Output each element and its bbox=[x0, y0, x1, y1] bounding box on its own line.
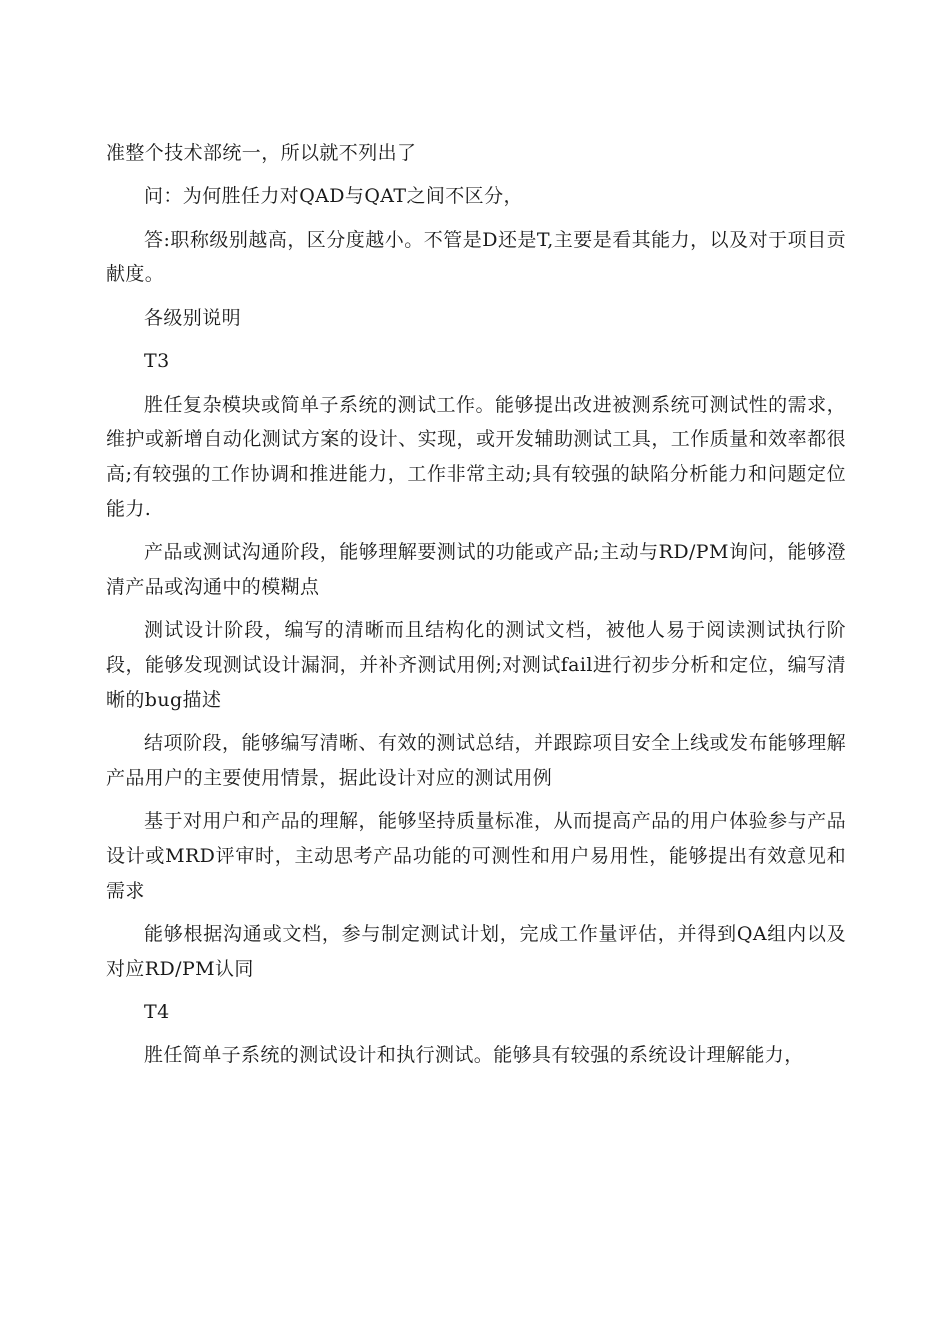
section-heading-levels: 各级别说明 bbox=[144, 306, 242, 329]
paragraph-communication-stage: 产品或测试沟通阶段，能够理解要测试的功能或产品;主动与RD/PM询问，能够澄清产品或沟通中的模糊点 bbox=[106, 541, 846, 598]
paragraph-t4-description: 胜任简单子系统的测试设计和执行测试。能够具有较强的系统设计理解能力， bbox=[144, 1044, 804, 1067]
paragraph-closing-stage: 结项阶段，能够编写清晰、有效的测试总结，并跟踪项目安全上线或发布能够理解产品用户的主要使用情景，据此设计对应的测试用例 bbox=[106, 732, 846, 789]
level-heading-t3: T3 bbox=[144, 350, 170, 373]
paragraph-question: 问：为何胜任力对QAD与QAT之间不区分， bbox=[144, 185, 523, 208]
paragraph-design-stage: 测试设计阶段，编写的清晰而且结构化的测试文档，被他人易于阅读测试执行阶段，能够发现测试设计漏洞，并补齐测试用例;对测试fail进行初步分析和定位，编写清晰的bug描述 bbox=[106, 619, 846, 711]
document-body bbox=[106, 136, 846, 1082]
paragraph-t3-description: 胜任复杂模块或简单子系统的测试工作。能够提出改进被测系统可测试性的需求，维护或新增自动化测试方案的设计、实现，或开发辅助测试工具，工作质量和效率都很高;有较强的工作协调和推进能力，工作非常主动;具有较强的缺陷分析能力和问题定位能力. bbox=[106, 393, 846, 520]
paragraph-continuation: 准整个技术部统一，所以就不列出了 bbox=[106, 142, 417, 164]
paragraph-user-understanding: 基于对用户和产品的理解，能够坚持质量标准，从而提高产品的用户体验参与产品设计或MRD评审时，主动思考产品功能的可测性和用户易用性，能够提出有效意见和需求 bbox=[106, 810, 846, 902]
level-heading-t4: T4 bbox=[144, 1001, 170, 1024]
paragraph-answer: 答:职称级别越高，区分度越小。不管是D还是T,主要是看其能力，以及对于项目贡献度。 bbox=[106, 228, 846, 286]
paragraph-test-plan: 能够根据沟通或文档，参与制定测试计划，完成工作量评估，并得到QA组内以及对应RD/PM认同 bbox=[106, 922, 846, 980]
